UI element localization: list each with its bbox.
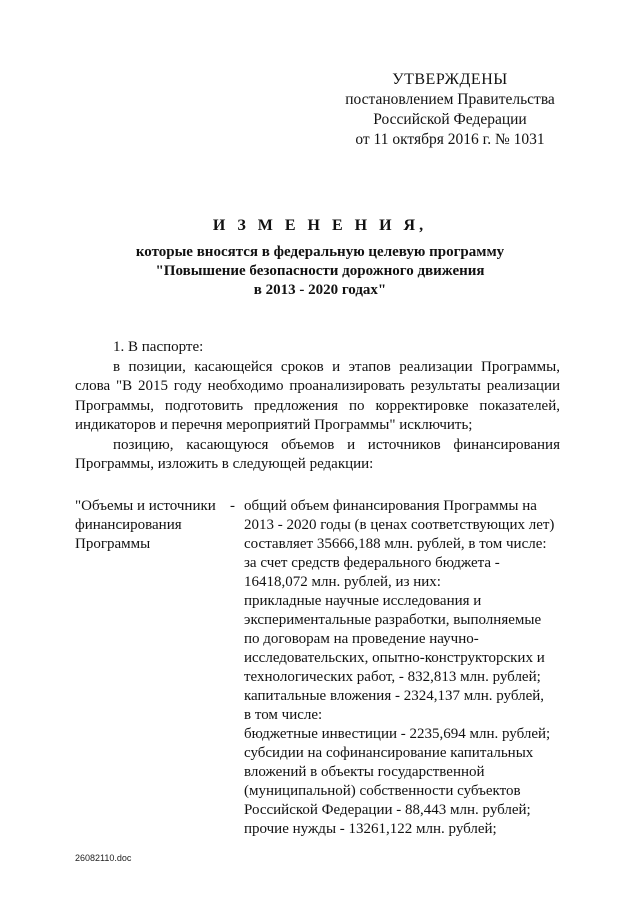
- approval-stamp: [300, 70, 600, 150]
- financing-label-line: "Объемы и источники: [75, 498, 216, 514]
- document-subtitle: [60, 243, 580, 300]
- paragraph-line: Программы, изложить в следующей редакции:: [75, 456, 374, 472]
- financing-line: экспериментальные разработки, выполняемые: [244, 612, 542, 628]
- footer-filename: 26082110.doc: [75, 853, 132, 863]
- financing-line: 16418,072 млн. рублей, из них:: [244, 574, 441, 590]
- paragraph-line: слова "В 2015 году необходимо проанализировать результаты реализации: [75, 378, 560, 394]
- subtitle-line: в 2013 - 2020 годах": [253, 282, 387, 298]
- document-heading: [60, 215, 580, 300]
- subtitle-line: "Повышение безопасности дорожного движения: [155, 263, 485, 279]
- subtitle-line: которые вносятся в федеральную целевую программу: [135, 244, 505, 260]
- financing-line: технологических работ, - 832,813 млн. рублей;: [244, 669, 541, 685]
- financing-line: (муниципальной) собственности субъектов: [244, 783, 521, 799]
- document-body: [75, 338, 560, 475]
- financing-line: прочие нужды - 13261,122 млн. рублей;: [244, 821, 497, 837]
- financing-line: общий объем финансирования Программы на: [244, 498, 537, 514]
- section-item-1: 1. В паспорте:: [113, 339, 204, 355]
- financing-line: по договорам на проведение научно-: [244, 631, 479, 647]
- financing-line: Российской Федерации - 88,443 млн. рублей;: [244, 802, 531, 818]
- financing-line: исследовательских, опытно-конструкторских и: [244, 650, 545, 666]
- financing-line: бюджетные инвестиции - 2235,694 млн. рублей;: [244, 726, 551, 742]
- paragraph-line: Программы, подготовить предложения по корректировке показателей,: [75, 397, 560, 414]
- approval-title: УТВЕРЖДЕНЫ: [392, 71, 508, 88]
- document-title: И З М Е Н Е Н И Я,: [212, 217, 428, 234]
- financing-label-line: финансирования: [75, 517, 182, 533]
- paragraph-line: индикаторов и перечня мероприятий Программы" исключить;: [75, 417, 473, 433]
- financing-text: [244, 497, 574, 839]
- approval-line: постановлением Правительства: [345, 91, 555, 108]
- paragraph-line: в позиции, касающейся сроков и этапов реализации Программы,: [113, 358, 560, 375]
- financing-line: в том числе:: [244, 707, 323, 723]
- financing-line: вложений в объекты государственной: [244, 764, 485, 780]
- financing-label-line: Программы: [75, 536, 151, 552]
- financing-line: 2013 - 2020 годы (в ценах соответствующих лет): [244, 517, 555, 533]
- financing-dash: -: [230, 498, 235, 514]
- financing-line: прикладные научные исследования и: [244, 593, 482, 609]
- financing-line: субсидии на софинансирование капитальных: [244, 745, 534, 761]
- approval-date-number: от 11 октября 2016 г. № 1031: [355, 131, 545, 148]
- financing-line: составляет 35666,188 млн. рублей, в том числе:: [244, 536, 547, 552]
- paragraph-line: позицию, касающуюся объемов и источников финансирования: [113, 436, 560, 453]
- financing-line: капитальные вложения - 2324,137 млн. рублей,: [244, 688, 544, 704]
- financing-label: [75, 497, 225, 554]
- approval-line: Российской Федерации: [373, 111, 527, 128]
- financing-line: за счет средств федерального бюджета -: [244, 555, 500, 571]
